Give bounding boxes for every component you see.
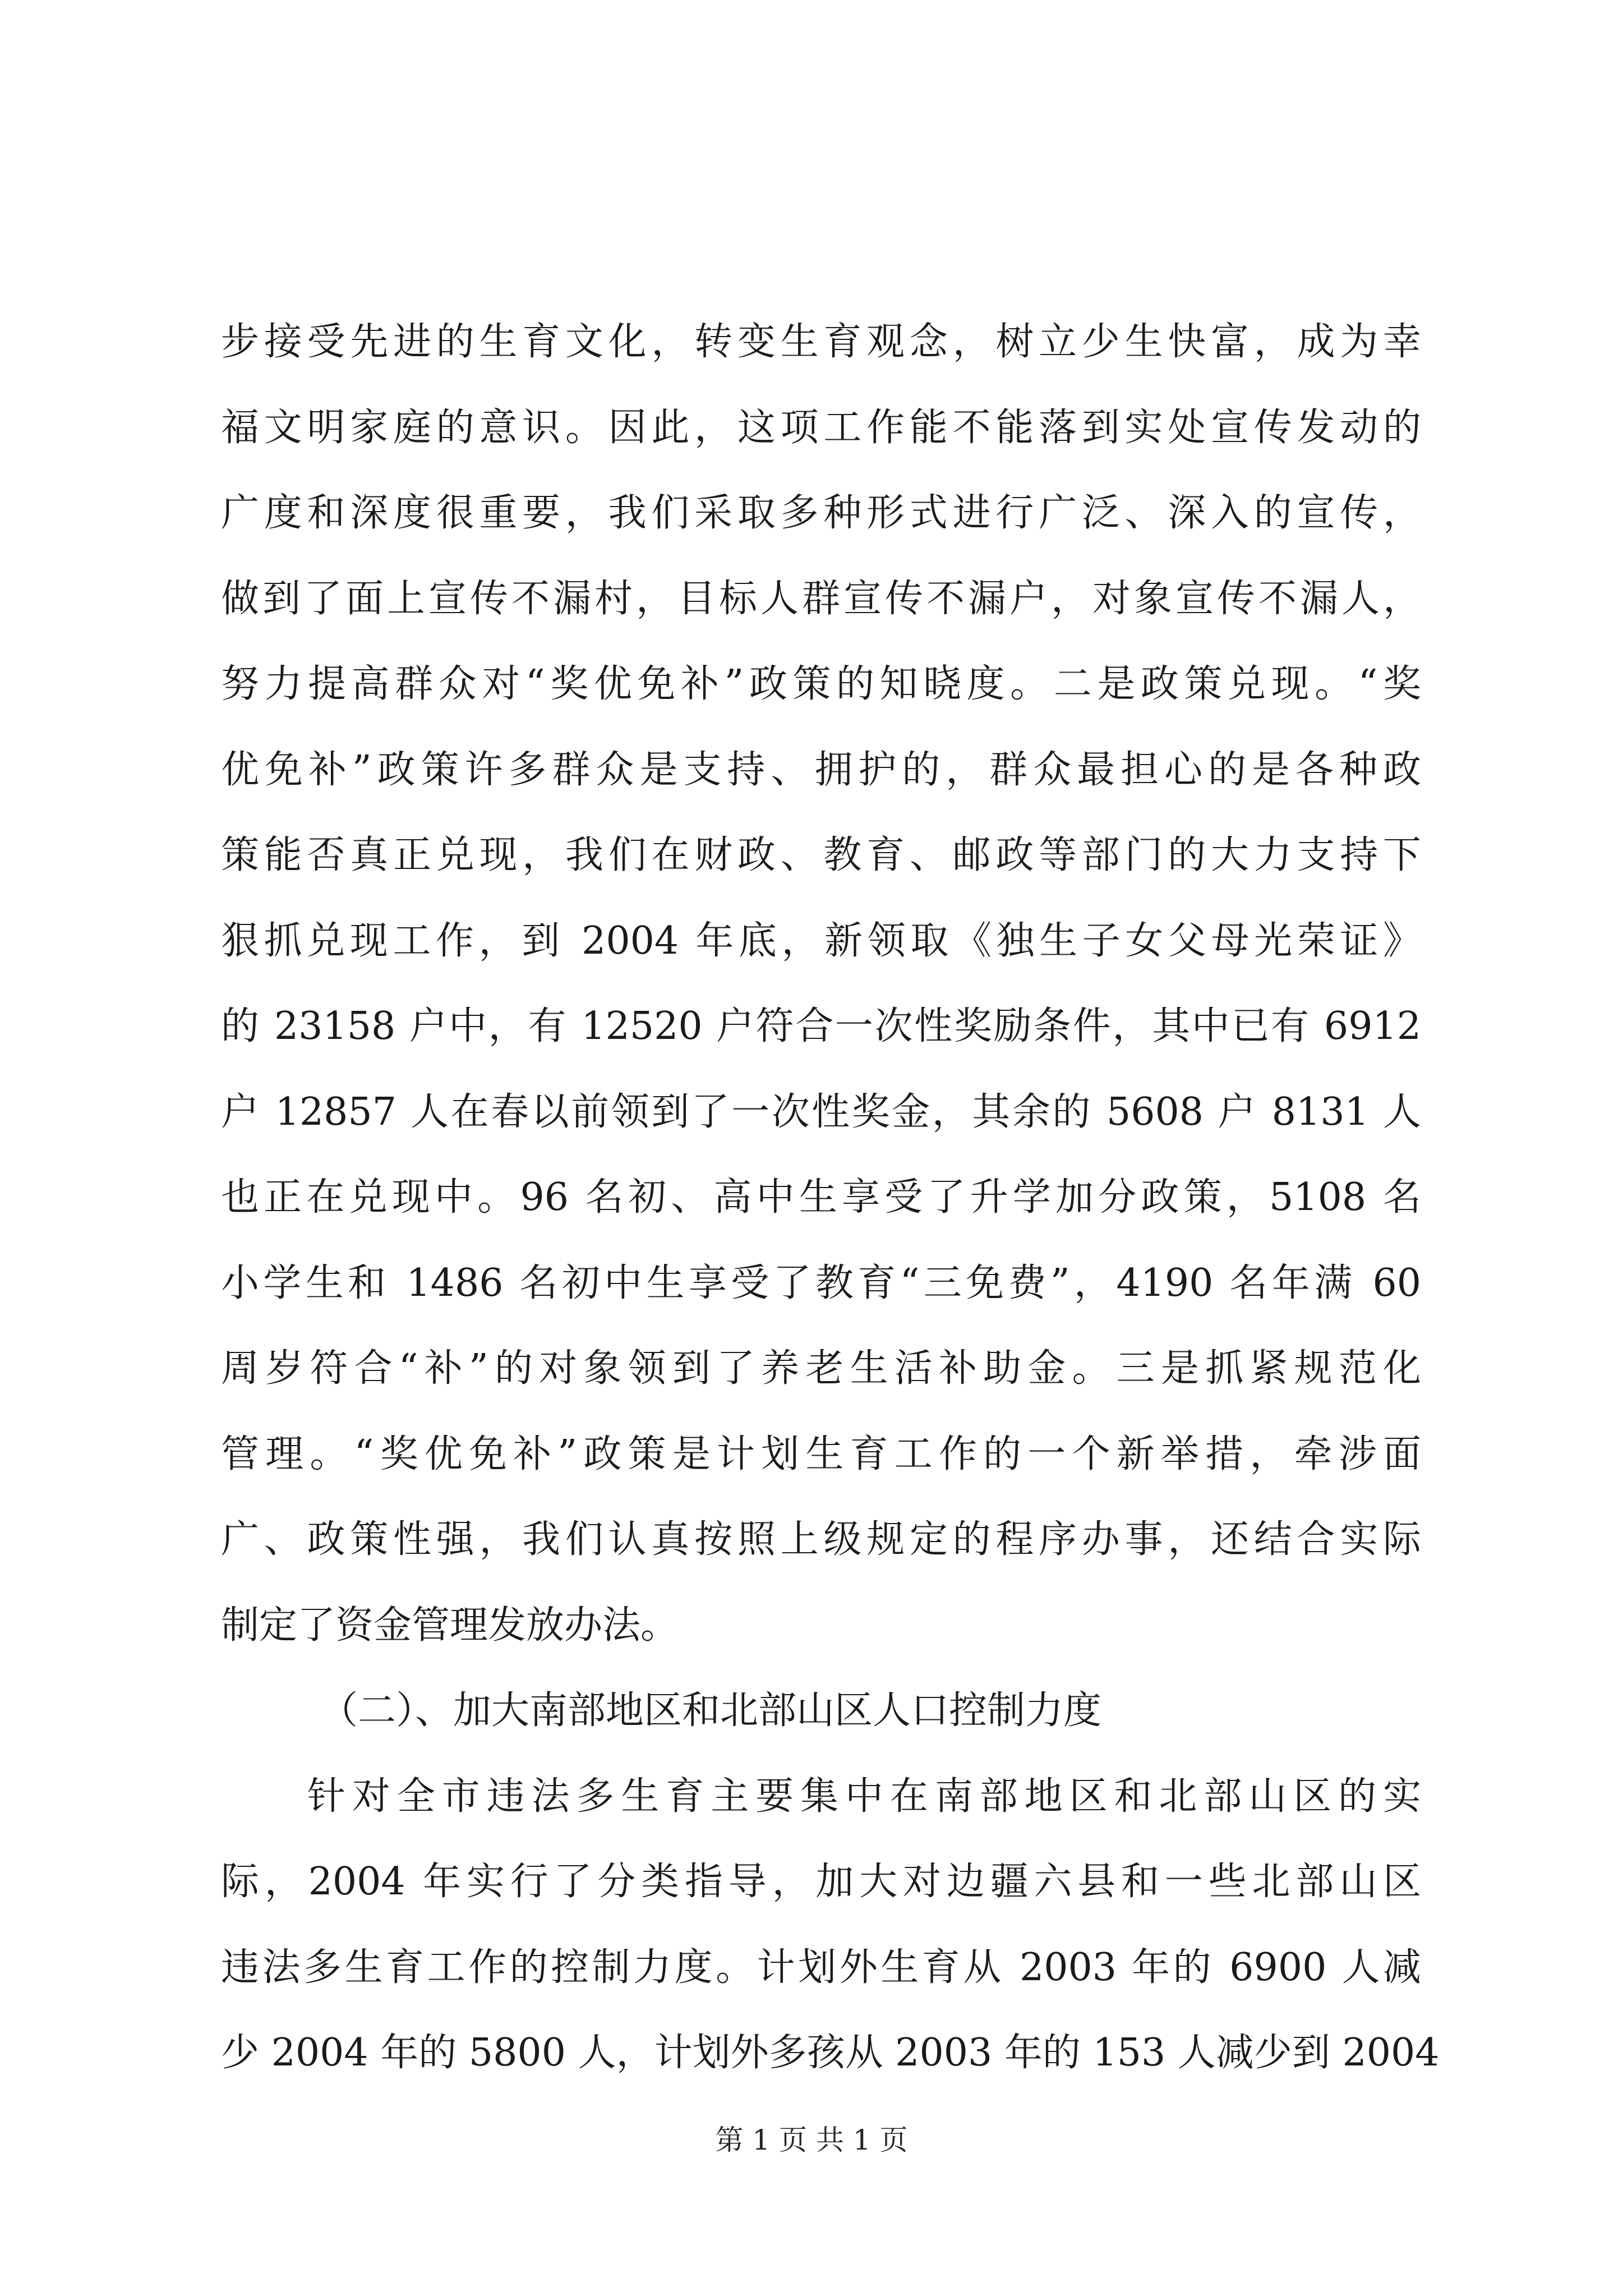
paragraph1-line-13: 周岁符合“补”的对象领到了养老生活补助金。三是抓紧规范化 <box>221 1346 1421 1391</box>
paragraph1-line-14: 管理。“奖优免补”政策是计划生育工作的一个新举措，牵涉面 <box>221 1432 1421 1476</box>
paragraph1-line-1: 步接受先进的生育文化，转变生育观念，树立少生快富，成为幸 <box>221 320 1421 364</box>
paragraph2-line-1: 针对全市违法多生育主要集中在南部地区和北部山区的实 <box>307 1774 1421 1819</box>
paragraph1-line-3: 广度和深度很重要，我们采取多种形式进行广泛、深入的宣传， <box>221 491 1421 535</box>
paragraph1-line-11: 也正在兑现中。96 名初、高中生享受了升学加分政策，5108 名 <box>221 1175 1421 1220</box>
paragraph1-line-7: 策能否真正兑现，我们在财政、教育、邮政等部门的大力支持下 <box>221 833 1421 877</box>
paragraph1-line-16: 制定了资金管理发放办法。 <box>221 1603 679 1648</box>
paragraph1-line-2: 福文明家庭的意识。因此，这项工作能不能落到实处宣传发动的 <box>221 406 1421 450</box>
paragraph2-line-4: 少 2004 年的 5800 人，计划外多孩从 2003 年的 153 人减少到 2004 <box>221 2031 1440 2075</box>
paragraph1-line-12: 小学生和 1486 名初中生享受了教育“三免费”，4190 名年满 60 <box>221 1261 1421 1305</box>
paragraph1-line-9: 的 23158 户中，有 12520 户符合一次性奖励条件，其中已有 6912 <box>221 1004 1421 1048</box>
paragraph1-line-10: 户 12857 人在春以前领到了一次性奖金，其余的 5608 户 8131 人 <box>221 1090 1421 1134</box>
paragraph1-line-5: 努力提高群众对“奖优免补”政策的知晓度。二是政策兑现。“奖 <box>221 662 1421 706</box>
paragraph1-line-8: 狠抓兑现工作，到 2004 年底，新领取《独生子女父母光荣证》 <box>221 919 1421 963</box>
paragraph1-line-15: 广、政策性强，我们认真按照上级规定的程序办事，还结合实际 <box>221 1517 1421 1562</box>
paragraph2-line-2: 际，2004 年实行了分类指导，加大对边疆六县和一些北部山区 <box>221 1860 1421 1904</box>
paragraph1-line-6: 优免补”政策许多群众是支持、拥护的，群众最担心的是各种政 <box>221 748 1421 792</box>
paragraph1-line-4: 做到了面上宣传不漏村，目标人群宣传不漏户，对象宣传不漏人， <box>221 577 1421 621</box>
page-number-footer: 第 1 页 共 1 页 <box>715 2124 908 2156</box>
paragraph2-line-3: 违法多生育工作的控制力度。计划外生育从 2003 年的 6900 人减 <box>221 1945 1421 1990</box>
section-heading: （二）、加大南部地区和北部山区人口控制力度 <box>320 1688 1102 1733</box>
